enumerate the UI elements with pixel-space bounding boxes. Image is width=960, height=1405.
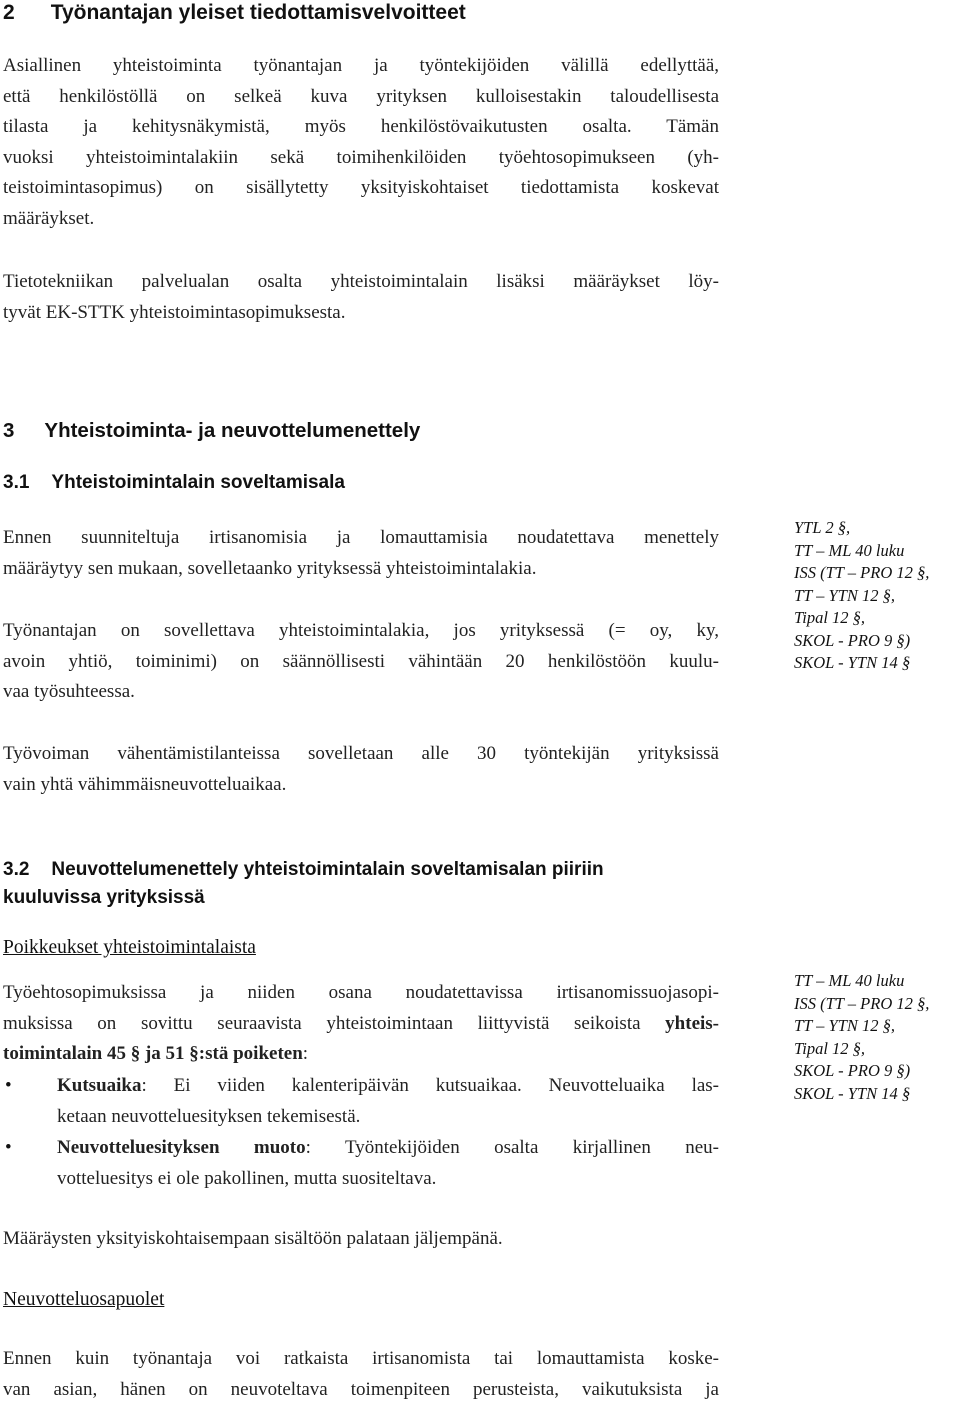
text-line: Määräysten yksityiskohtaisempaan sisältöön palataan jäljempänä. bbox=[3, 1228, 503, 1249]
section-2-heading bbox=[3, 0, 466, 26]
section-number: 3.1 bbox=[3, 472, 30, 493]
section-title: Työnantajan yleiset tiedottamisvelvoitteet bbox=[50, 1, 466, 24]
paragraph-negotiation-parties bbox=[3, 1344, 719, 1405]
section-2-paragraph-1 bbox=[3, 51, 719, 235]
text-line: ketaan neuvotteluesityksen tekemisestä. bbox=[57, 1105, 361, 1127]
text-line: tilasta ja kehitysnäkymistä, myös henkilöstövaikutusten osalta. Tämän bbox=[3, 116, 719, 138]
section-3-1-paragraph-1 bbox=[3, 523, 719, 584]
text-line: Tietotekniikan palvelualan osalta yhteistoimintalain lisäksi määräykset löy- bbox=[3, 271, 719, 292]
bullet-text: : Työntekijöiden osalta kirjallinen neu- bbox=[305, 1137, 719, 1158]
text-line: Asiallinen yhteistoiminta työnantajan ja työntekijöiden välillä edellyttää, bbox=[3, 55, 719, 76]
section-number: 3 bbox=[3, 419, 15, 442]
text-line: votteluesitys ei ole pakollinen, mutta suositeltava. bbox=[57, 1167, 437, 1189]
section-3-2-heading bbox=[3, 856, 604, 912]
reference-line: SKOL - PRO 9 §) bbox=[794, 1061, 911, 1080]
reference-line: TT – YTN 12 §, bbox=[794, 1016, 896, 1035]
text-bold: yhteis- bbox=[665, 1012, 719, 1034]
text-line bbox=[3, 1039, 719, 1070]
section-3-1-paragraph-3 bbox=[3, 739, 719, 800]
text-normal: : bbox=[302, 1043, 309, 1065]
reference-line: Tipal 12 §, bbox=[794, 1038, 866, 1058]
section-title: Yhteistoiminta- ja neuvottelumenettely bbox=[44, 419, 421, 442]
bullet-marker: • bbox=[5, 1137, 12, 1158]
legal-references-margin-note bbox=[794, 517, 929, 675]
reference-line: SKOL - PRO 9 §) bbox=[794, 630, 911, 650]
reference-line: ISS (TT – PRO 12 §, bbox=[794, 563, 930, 582]
bullet-text: : Ei viiden kalenteripäivän kutsuaikaa. Neuvotteluaika las- bbox=[141, 1075, 719, 1096]
text-line: tyvät EK-STTK yhteistoimintasopimuksesta. bbox=[3, 301, 346, 323]
section-title: Neuvottelumenettely yhteistoimintalain soveltamisalan piiriin bbox=[51, 859, 604, 880]
text-line: että henkilöstöllä on selkeä kuva yrityksen kulloisestakin taloudellisesta bbox=[3, 85, 719, 107]
text-line: vaa työsuhteessa. bbox=[3, 681, 135, 703]
bullet-marker: • bbox=[5, 1075, 12, 1096]
text-normal: muksissa on sovittu seuraavista yhteistoimintaan liittyvistä seikoista bbox=[3, 1012, 666, 1034]
text-line: Työehtosopimuksissa ja niiden osana noudatettavissa irtisanomissuojasopi- bbox=[3, 982, 719, 1003]
reference-line: TT – YTN 12 §, bbox=[794, 585, 896, 605]
text-line: avoin yhtiö, toiminimi) on säännöllisesti vähintään 20 henkilöstöön kuulu- bbox=[3, 650, 719, 672]
subheading-negotiating-parties: Neuvotteluosapuolet bbox=[3, 1289, 165, 1310]
text-line bbox=[57, 1071, 719, 1102]
section-3-2-intro-paragraph bbox=[3, 978, 719, 1070]
text-line: määräytyy sen mukaan, sovelletaanko yrityksessä yhteistoimintalakia. bbox=[3, 557, 537, 579]
section-title-continued: kuuluvissa yrityksissä bbox=[3, 887, 205, 908]
text-line: vain yhtä vähimmäisneuvotteluaikaa. bbox=[3, 773, 287, 795]
text-line: vuoksi yhteistoimintalakiin sekä toimihenkilöiden työehtosopimukseen (yh- bbox=[3, 146, 719, 168]
text-line: Ennen suunniteltuja irtisanomisia ja lomauttamisia noudatettava menettely bbox=[3, 527, 719, 548]
reference-line: Tipal 12 §, bbox=[794, 608, 866, 627]
text-line: van asian, hänen on neuvoteltava toimenpiteen perusteista, vaikutuksista ja bbox=[3, 1378, 719, 1400]
bullet-item-neuvotteluesitys bbox=[57, 1133, 719, 1194]
section-number: 2 bbox=[3, 1, 15, 24]
section-title: Yhteistoimintalain soveltamisala bbox=[51, 472, 345, 493]
bullet-item-kutsuaika bbox=[57, 1071, 719, 1132]
text-line: Työnantajan on sovellettava yhteistoimintalakia, jos yrityksessä (= oy, ky, bbox=[3, 620, 719, 641]
text-line: Ennen kuin työnantaja voi ratkaista irtisanomista tai lomauttamista koske- bbox=[3, 1348, 719, 1369]
text-bold: toimintalain 45 § ja 51 §:stä poiketen bbox=[3, 1043, 303, 1065]
section-number: 3.2 bbox=[3, 859, 30, 880]
bullet-term: Kutsuaika bbox=[57, 1075, 142, 1096]
section-2-paragraph-2 bbox=[3, 267, 719, 328]
paragraph-later-details bbox=[3, 1224, 719, 1255]
reference-line: TT – ML 40 luku bbox=[794, 971, 905, 990]
subheading-exceptions: Poikkeukset yhteistoimintalaista bbox=[3, 937, 256, 958]
reference-line: YTL 2 §, bbox=[794, 518, 851, 537]
reference-line: TT – ML 40 luku bbox=[794, 540, 905, 560]
text-line: määräykset. bbox=[3, 207, 95, 229]
text-line bbox=[3, 1009, 719, 1040]
section-3-heading bbox=[3, 418, 420, 444]
bullet-term: Neuvotteluesityksen muoto bbox=[57, 1137, 306, 1158]
reference-line: SKOL - YTN 14 § bbox=[794, 653, 911, 672]
text-line bbox=[57, 1133, 719, 1164]
reference-line: ISS (TT – PRO 12 §, bbox=[794, 993, 930, 1013]
reference-line: SKOL - YTN 14 § bbox=[794, 1083, 911, 1103]
section-3-1-paragraph-2 bbox=[3, 616, 719, 708]
section-3-1-heading bbox=[3, 471, 345, 495]
text-line: Työvoiman vähentämistilanteissa sovelletaan alle 30 työntekijän yrityksissä bbox=[3, 743, 719, 764]
legal-references-margin-note bbox=[794, 970, 929, 1105]
text-line: teistoimintasopimus) on sisällytetty yksityiskohtaiset tiedottamista koskevat bbox=[3, 177, 719, 199]
